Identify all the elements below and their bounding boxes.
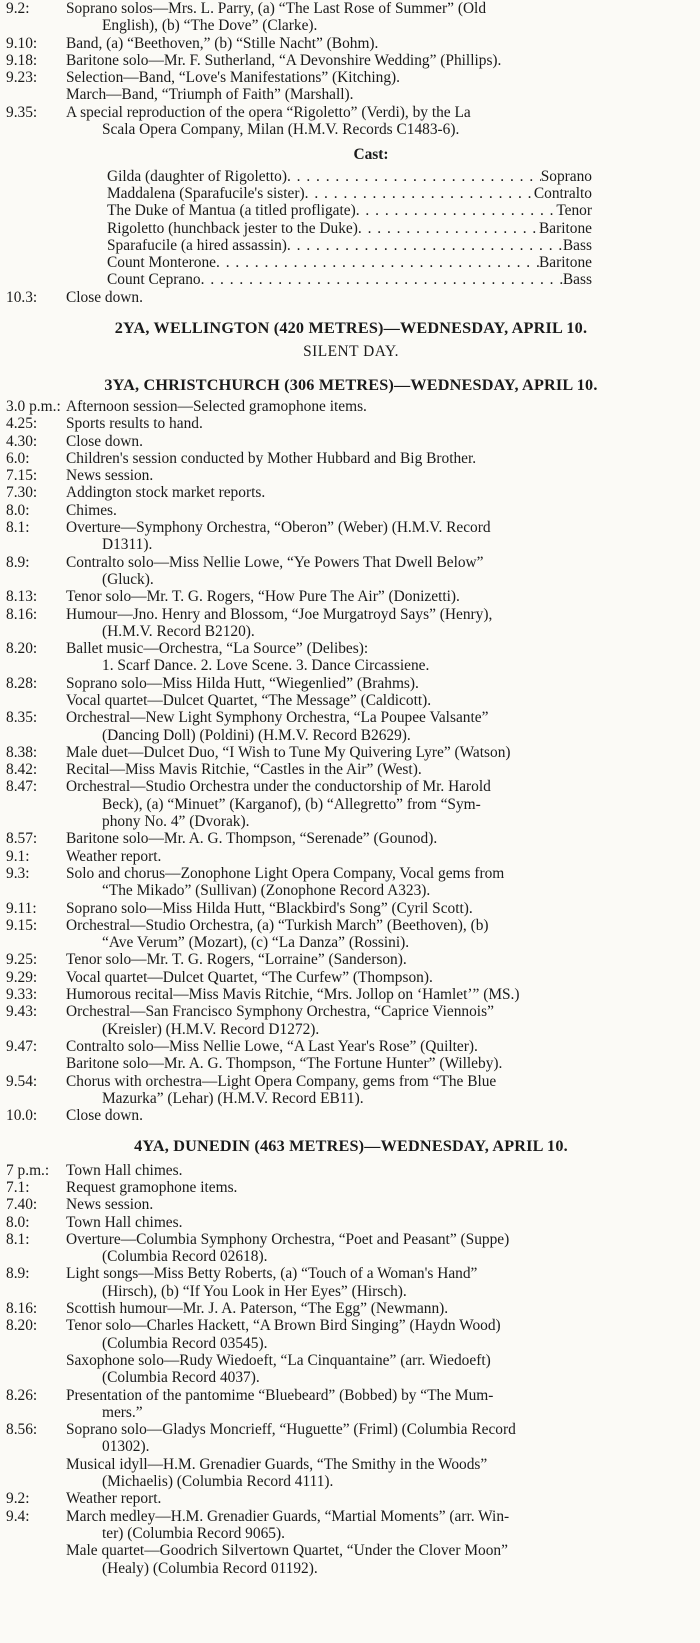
programme-entry	[6, 848, 696, 865]
entry-text	[66, 104, 696, 139]
entry-line: phony No. 4” (Dvorak).	[102, 813, 250, 831]
programme-entry	[6, 1214, 696, 1231]
programme-entry	[6, 1387, 696, 1422]
entry-text	[66, 848, 696, 865]
entry-time: 9.2:	[6, 0, 30, 17]
programme-entry	[6, 778, 696, 830]
entry-line: Contralto solo—Miss Nellie Lowe, “A Last Year's Rose” (Quilter).	[66, 1037, 478, 1055]
entry-line: Humour—Jno. Henry and Blossom, “Joe Murgatroyd Says” (Henry),	[66, 605, 493, 623]
entry-time: 9.3:	[6, 864, 30, 882]
entry-text	[66, 1196, 696, 1213]
entry-line: Overture—Columbia Symphony Orchestra, “Poet and Peasant” (Suppe)	[66, 1230, 510, 1248]
entry-text	[66, 0, 696, 35]
entry-text	[66, 778, 696, 830]
entry-text	[66, 1073, 696, 1108]
entry-line: (Columbia Record 4037).	[102, 1369, 260, 1387]
close-entry	[6, 289, 696, 306]
leader-dots	[201, 271, 563, 288]
entry-line: Scottish humour—Mr. J. A. Paterson, “The Egg” (Newmann).	[66, 1300, 449, 1318]
entry-line: Town Hall chimes.	[66, 1213, 183, 1231]
entry-line: (Hirsch), (b) “If You Look in Her Eyes” (Hirsch).	[102, 1282, 407, 1300]
entry-line: 01302).	[102, 1438, 150, 1456]
entry-text	[66, 1300, 696, 1317]
entry-text	[66, 709, 696, 744]
entry-text	[66, 1490, 696, 1507]
entry-line: Weather report.	[66, 847, 162, 865]
entry-line: Orchestral—San Francisco Symphony Orchestra, “Caprice Viennois”	[66, 1003, 494, 1021]
programme-entry	[6, 1196, 696, 1213]
entry-text	[66, 554, 696, 589]
programme-entry	[6, 588, 696, 605]
programme-entry	[6, 865, 696, 900]
entry-text	[66, 519, 696, 554]
entry-time: 4.30:	[6, 432, 38, 450]
entry-time: 9.11:	[6, 899, 37, 917]
entry-text	[66, 1508, 696, 1543]
entry-time: 8.56:	[6, 1421, 38, 1439]
entry-line: Selection—Band, “Love's Manifestations” (Kitching).	[66, 69, 401, 87]
entry-text	[66, 900, 696, 917]
programme-entry	[6, 1542, 696, 1577]
entry-time: 8.26:	[6, 1386, 38, 1404]
entry-line: (Columbia Record 03545).	[102, 1334, 268, 1352]
entry-line: Contralto solo—Miss Nellie Lowe, “Ye Powers That Dwell Below”	[66, 553, 484, 571]
entry-line: Town Hall chimes.	[66, 1161, 183, 1179]
programme-entry	[6, 52, 696, 69]
dunedin-programme	[6, 1162, 696, 1577]
entry-time	[6, 1055, 66, 1072]
entry-line: Presentation of the pantomime “Bluebeard” (Bobbed) by “The Mum-	[66, 1386, 494, 1404]
entry-line: Chorus with orchestra—Light Opera Company, gems from “The Blue	[66, 1072, 497, 1090]
entry-text	[66, 484, 696, 501]
entry-text	[66, 1038, 696, 1055]
entry-line: Soprano solos—Mrs. L. Parry, (a) “The Last Rose of Summer” (Old	[66, 0, 487, 17]
programme-entry	[6, 1107, 696, 1124]
entry-line: Request gramophone items.	[66, 1179, 238, 1196]
entry-line: Children's session conducted by Mother Hubbard and Big Brother.	[66, 449, 477, 467]
leader-dots	[356, 202, 557, 219]
entry-time: 10.0:	[6, 1107, 38, 1125]
entry-text	[66, 744, 696, 761]
entry-text	[66, 917, 696, 952]
programme-entry	[6, 502, 696, 519]
entry-text	[66, 35, 696, 52]
entry-line: Soprano solo—Gladys Moncrieff, “Huguette” (Friml) (Columbia Record	[66, 1421, 516, 1439]
entry-line: Baritone solo—Mr. F. Sutherland, “A Devonshire Wedding” (Phillips).	[66, 51, 502, 69]
entry-line: Humorous recital—Miss Mavis Ritchie, “Mrs. Jollop on ‘Hamlet’” (MS.)	[66, 986, 520, 1004]
programme-entry	[6, 104, 696, 139]
entry-line: Mazurka” (Lehar) (H.M.V. Record EB11).	[102, 1089, 364, 1107]
cast-voice: Baritone	[539, 219, 592, 237]
entry-text	[66, 606, 696, 641]
entry-line: Orchestral—Studio Orchestra, (a) “Turkish March” (Beethoven), (b)	[66, 916, 489, 934]
programme-entry	[6, 415, 696, 432]
entry-time: 9.29:	[6, 968, 38, 986]
entry-time: 7 p.m.:	[6, 1161, 50, 1179]
entry-line: “Ave Verum” (Mozart), (c) “La Danza” (Rossini).	[102, 934, 410, 952]
entry-time: 8.9:	[6, 1265, 30, 1283]
cast-role: Rigoletto (hunchback jester to the Duke)	[107, 219, 358, 237]
entry-time: 8.42:	[6, 761, 38, 779]
station-heading-dunedin: 4YA, DUNEDIN (463 METRES)—WEDNESDAY, APRIL 10.	[134, 1137, 568, 1156]
entry-line: Chimes.	[66, 501, 117, 519]
programme-entry	[6, 830, 696, 847]
entry-line: mers.”	[102, 1403, 143, 1421]
cast-row	[6, 237, 696, 254]
top-section	[6, 0, 696, 306]
entry-time: 9.18:	[6, 51, 38, 69]
entry-time: 8.1:	[6, 519, 30, 537]
entry-time: 8.35:	[6, 709, 38, 727]
programme-entry	[6, 1231, 696, 1266]
entry-time: 9.33:	[6, 986, 38, 1004]
entry-time: 8.28:	[6, 674, 38, 692]
entry-time: 8.57:	[6, 830, 38, 848]
entry-line: Band, (a) “Beethoven,” (b) “Stille Nacht” (Bohm).	[66, 34, 379, 52]
entry-text	[66, 1055, 696, 1072]
entry-time: 9.35:	[6, 103, 38, 121]
entry-line: Scala Opera Company, Milan (H.M.V. Records C1483-6).	[102, 121, 460, 139]
entry-line: Sports results to hand.	[66, 415, 203, 433]
silent-day-note: SILENT DAY.	[303, 343, 399, 361]
cast-role: Count Ceprano	[107, 271, 201, 289]
entry-text	[66, 1003, 696, 1038]
entry-text	[66, 588, 696, 605]
programme-entry	[6, 450, 696, 467]
entry-text	[66, 986, 696, 1003]
entry-line: Baritone solo—Mr. A. G. Thompson, “The Fortune Hunter” (Willeby).	[66, 1055, 503, 1073]
programme-entry	[6, 986, 696, 1003]
entry-line: Beck), (a) “Minuet” (Karganof), (b) “Allegretto” from “Sym-	[102, 795, 481, 813]
entry-time: 8.38:	[6, 743, 38, 761]
programme-entry	[6, 744, 696, 761]
cast-row	[6, 185, 696, 202]
entry-line: Addington stock market reports.	[66, 484, 266, 502]
entry-line: (Columbia Record 02618).	[102, 1248, 268, 1266]
entry-line: Vocal quartet—Dulcet Quartet, “The Message” (Caldicott).	[66, 691, 432, 709]
programme-entry	[6, 86, 696, 103]
entry-line: (Gluck).	[102, 570, 154, 588]
programme-entry	[6, 951, 696, 968]
cast-row	[6, 202, 696, 219]
programme-entry	[6, 1055, 696, 1072]
entry-line: Weather report.	[66, 1490, 162, 1508]
cast-voice: Tenor	[556, 202, 592, 220]
entry-time: 8.20:	[6, 640, 38, 658]
entry-line: Soprano solo—Miss Hilda Hutt, “Wiegenlied” (Brahms).	[66, 674, 419, 692]
cast-voice: Soprano	[540, 167, 592, 185]
entry-text	[66, 1542, 696, 1577]
entry-time: 9.4:	[6, 1507, 30, 1525]
cast-row	[6, 254, 696, 271]
entry-line: Male quartet—Goodrich Silvertown Quartet, “Under the Clover Moon”	[66, 1542, 508, 1560]
entry-line: 1. Scarf Dance. 2. Love Scene. 3. Dance Circassiene.	[102, 657, 430, 675]
entry-line: Overture—Symphony Orchestra, “Oberon” (Weber) (H.M.V. Record	[66, 519, 491, 537]
entry-text	[66, 433, 696, 450]
programme-entry	[6, 709, 696, 744]
entry-time: 8.16:	[6, 605, 38, 623]
station-heading-christchurch: 3YA, CHRISTCHURCH (306 METRES)—WEDNESDAY, APRIL 10.	[104, 375, 598, 394]
entry-line: A special reproduction of the opera “Rigoletto” (Verdi), by the La	[66, 103, 471, 121]
entry-line: News session.	[66, 467, 154, 485]
entry-line: (Kreisler) (H.M.V. Record D1272).	[102, 1020, 320, 1038]
entry-line: Solo and chorus—Zonophone Light Opera Company, Vocal gems from	[66, 864, 505, 882]
programme-entry	[6, 433, 696, 450]
cast-voice: Bass	[562, 271, 592, 289]
entry-line: Light songs—Miss Betty Roberts, (a) “Touch of a Woman's Hand”	[66, 1265, 478, 1283]
cast-role: Sparafucile (a hired assassin)	[107, 236, 287, 254]
programme-entry	[6, 484, 696, 501]
entry-text	[66, 415, 696, 432]
entry-text	[66, 951, 696, 968]
entry-text	[66, 969, 696, 986]
programme-entry	[6, 1352, 696, 1387]
entry-text: Close down.	[66, 288, 143, 306]
entry-line: Orchestral—Studio Orchestra under the conductorship of Mr. Harold	[66, 778, 491, 796]
entry-time	[6, 1456, 66, 1491]
entry-time: 3.0 p.m.:	[6, 397, 61, 415]
entry-text	[66, 467, 696, 484]
entry-time	[6, 86, 66, 103]
programme-entry	[6, 1421, 696, 1456]
entry-line: Tenor solo—Charles Hackett, “A Brown Bird Singing” (Haydn Wood)	[66, 1317, 501, 1335]
entry-time	[6, 692, 66, 709]
entry-line: (H.M.V. Record B2120).	[102, 622, 255, 640]
leader-dots	[358, 220, 539, 237]
entry-text	[66, 398, 696, 415]
entry-time	[6, 1352, 66, 1387]
entry-line: March—Band, “Triumph of Faith” (Marshall).	[66, 86, 354, 104]
entry-time: 9.47:	[6, 1037, 38, 1055]
entry-line: “The Mikado” (Sullivan) (Zonophone Record A323).	[102, 882, 431, 900]
entry-text	[66, 1179, 696, 1196]
entry-time	[6, 1542, 66, 1577]
programme-entry	[6, 761, 696, 778]
leader-dots	[305, 185, 534, 202]
programme-entry	[6, 1073, 696, 1108]
programme-entry	[6, 900, 696, 917]
programme-entry	[6, 1003, 696, 1038]
cast-role: Gilda (daughter of Rigoletto)	[107, 167, 287, 185]
entry-time: 4.25:	[6, 415, 38, 433]
entry-line: Male duet—Dulcet Duo, “I Wish to Tune My Quivering Lyre” (Watson)	[66, 743, 511, 761]
entry-line: Saxophone solo—Rudy Wiedoeft, “La Cinquantaine” (arr. Wiedoeft)	[66, 1351, 491, 1369]
programme-entry	[6, 35, 696, 52]
entry-line: Musical idyll—H.M. Grenadier Guards, “The Smithy in the Woods”	[66, 1455, 488, 1473]
entry-line: March medley—H.M. Grenadier Guards, “Martial Moments” (arr. Win-	[66, 1507, 510, 1525]
entry-text	[66, 830, 696, 847]
top-entries	[6, 0, 696, 138]
entry-time: 6.0:	[6, 449, 30, 467]
entry-text	[66, 1456, 696, 1491]
entry-text	[66, 1162, 696, 1179]
entry-time: 8.16:	[6, 1300, 38, 1318]
programme-entry	[6, 398, 696, 415]
entry-time: 8.9:	[6, 553, 30, 571]
programme-entry	[6, 1265, 696, 1300]
entry-text	[66, 450, 696, 467]
entry-line: Tenor solo—Mr. T. G. Rogers, “Lorraine” (Sanderson).	[66, 951, 407, 969]
entry-time: 7.1:	[6, 1179, 30, 1196]
cast-list	[6, 168, 696, 289]
programme-entry	[6, 692, 696, 709]
entry-time: 9.23:	[6, 69, 38, 87]
programme-entry	[6, 554, 696, 589]
entry-time: 9.54:	[6, 1072, 38, 1090]
cast-row	[6, 168, 696, 185]
entry-line: Tenor solo—Mr. T. G. Rogers, “How Pure The Air” (Donizetti).	[66, 588, 460, 606]
entry-line: Ballet music—Orchestra, “La Source” (Delibes):	[66, 640, 369, 658]
entry-time: 8.0:	[6, 501, 30, 519]
entry-line: (Michaelis) (Columbia Record 4111).	[102, 1473, 334, 1491]
programme-entry	[6, 0, 696, 35]
cast-role: The Duke of Mantua (a titled profligate)	[107, 202, 356, 220]
entry-text	[66, 1352, 696, 1387]
cast-voice: Bass	[562, 236, 592, 254]
programme-entry	[6, 1508, 696, 1543]
entry-time: 9.15:	[6, 916, 38, 934]
entry-text	[66, 86, 696, 103]
entry-text	[66, 692, 696, 709]
entry-time: 9.43:	[6, 1003, 38, 1021]
entry-line: (Dancing Doll) (Poldini) (H.M.V. Record B2629).	[102, 726, 411, 744]
programme-entry	[6, 1179, 696, 1196]
cast-row	[6, 220, 696, 237]
programme-entry	[6, 519, 696, 554]
cast-row	[6, 271, 696, 288]
entry-time: 9.25:	[6, 951, 38, 969]
entry-time: 7.30:	[6, 484, 38, 502]
entry-line: Vocal quartet—Dulcet Quartet, “The Curfew” (Thompson).	[66, 968, 433, 986]
programme-entry	[6, 969, 696, 986]
entry-line: Afternoon session—Selected gramophone items.	[66, 397, 367, 415]
entry-line: Close down.	[66, 1107, 143, 1125]
entry-line: Orchestral—New Light Symphony Orchestra, “La Poupee Valsante”	[66, 709, 489, 727]
programme-entry	[6, 640, 696, 675]
entry-text	[66, 1421, 696, 1456]
programme-entry	[6, 69, 696, 86]
entry-line: English), (b) “The Dove” (Clarke).	[102, 17, 318, 35]
entry-text	[66, 1317, 696, 1352]
entry-text	[66, 761, 696, 778]
entry-line: Baritone solo—Mr. A. G. Thompson, “Serenade” (Gounod).	[66, 830, 438, 848]
programme-entry	[6, 1490, 696, 1507]
entry-line: Soprano solo—Miss Hilda Hutt, “Blackbird's Song” (Cyril Scott).	[66, 899, 473, 917]
leader-dots	[287, 168, 541, 185]
leader-dots	[287, 237, 563, 254]
entry-time: 8.20:	[6, 1317, 38, 1335]
programme-entry	[6, 1300, 696, 1317]
programme-entry	[6, 917, 696, 952]
programme-entry	[6, 1317, 696, 1352]
programme-entry	[6, 1456, 696, 1491]
entry-text	[66, 69, 696, 86]
cast-role: Count Monterone	[107, 254, 217, 272]
entry-time: 8.47:	[6, 778, 38, 796]
cast-voice: Baritone	[539, 254, 592, 272]
entry-time: 9.2:	[6, 1490, 30, 1508]
programme-entry	[6, 467, 696, 484]
programme-entry	[6, 1162, 696, 1179]
leader-dots	[216, 254, 539, 271]
cast-role: Maddalena (Sparafucile's sister)	[107, 184, 305, 202]
entry-time: 7.40:	[6, 1196, 38, 1214]
entry-line: ter) (Columbia Record 9065).	[102, 1524, 285, 1542]
entry-line: D1311).	[102, 536, 153, 554]
entry-text	[66, 865, 696, 900]
entry-text	[66, 1107, 696, 1124]
entry-text	[66, 675, 696, 692]
cast-voice: Contralto	[533, 184, 592, 202]
entry-text	[66, 1214, 696, 1231]
entry-time: 8.1:	[6, 1230, 30, 1248]
cast-heading: Cast:	[353, 146, 389, 164]
entry-time: 7.15:	[6, 467, 38, 485]
programme-entry	[6, 606, 696, 641]
station-heading-wellington: 2YA, WELLINGTON (420 METRES)—WEDNESDAY, APRIL 10.	[114, 319, 588, 338]
entry-line: Recital—Miss Mavis Ritchie, “Castles in the Air” (West).	[66, 761, 422, 779]
entry-line: (Healy) (Columbia Record 01192).	[102, 1559, 318, 1577]
entry-line: Close down.	[66, 432, 143, 450]
entry-text	[66, 1265, 696, 1300]
entry-time: 9.10:	[6, 34, 38, 52]
entry-time: 8.0:	[6, 1213, 30, 1231]
entry-text	[66, 640, 696, 675]
entry-time: 10.3:	[6, 288, 38, 306]
entry-text	[66, 52, 696, 69]
programme-entry	[6, 675, 696, 692]
entry-text	[66, 1231, 696, 1266]
christchurch-programme	[6, 398, 696, 1124]
entry-text	[66, 502, 696, 519]
entry-time: 9.1:	[6, 847, 30, 865]
entry-line: News session.	[66, 1196, 154, 1214]
entry-time: 8.13:	[6, 588, 38, 606]
entry-text	[66, 1387, 696, 1422]
programme-entry	[6, 1038, 696, 1055]
